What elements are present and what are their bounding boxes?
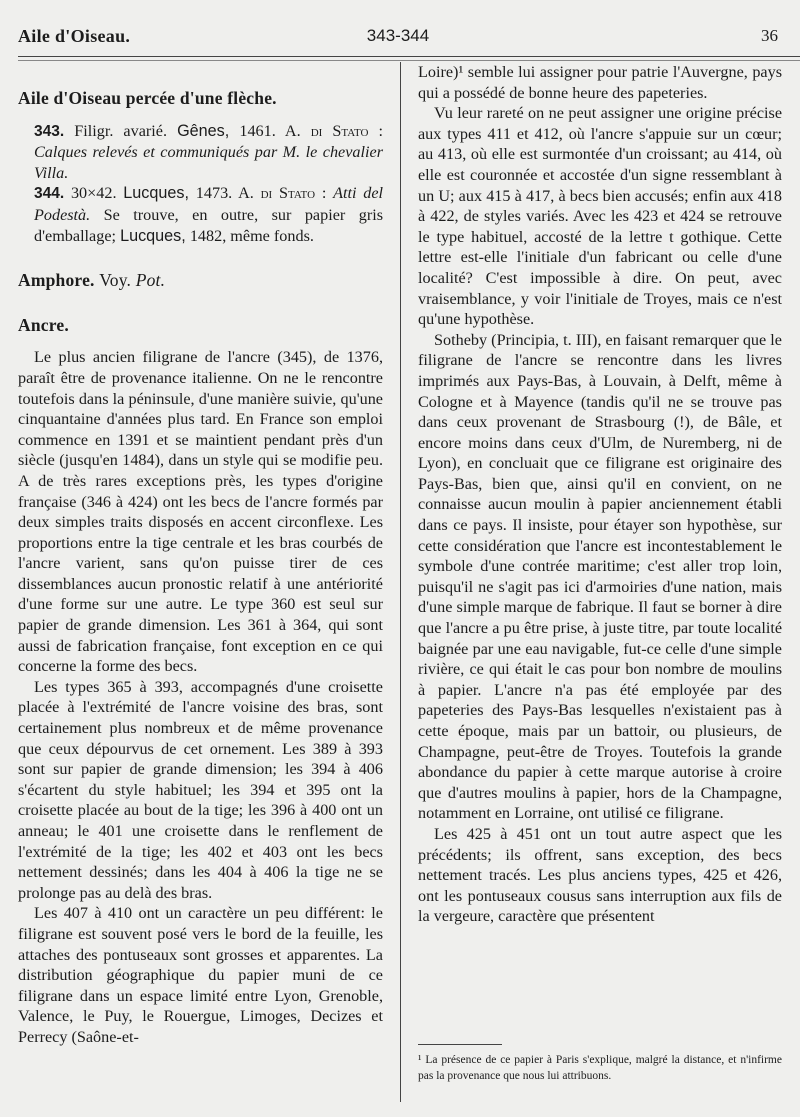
- paragraph: Vu leur rareté on ne peut assigner une origine précise aux types 411 et 412, où l'ancre s'appuie sur un cœur; au 413, où elle est surmontée d'un croissant; au 414, où elle est couronnée et accostée d'un signe ressemblant à un U; aux 415 à 417, à becs bien accusés; enfin aux 418 à 422, de styles variés. Avec les 423 et 424 se retrouve le type habituel, accosté de la lettre t gothique. Cette lettre est-elle l'initiale d'un fabricant ou celle d'une localité? C'est impossible à dire. On peut, avec vraisemblance, y voir l'initiale de Troyes, mais ce n'est qu'une hypothèse.: [418, 104, 782, 329]
- cross-reference-target: Pot.: [135, 270, 166, 291]
- header-rule: [18, 56, 800, 57]
- entry-archive: di Stato: [260, 184, 316, 203]
- paragraph: Les types 365 à 393, accompagnés d'une croisette placée à l'extrémité de l'ancre voisine des bras, sont certainement plus nombreux et de même provenance que ceux dépourvus de cet ornement. Les 389 à 393 sont sur papier de grande dimension; les 394 à 406 s'écartent du style habituel; les 394 et 395 ont la croisette placée au bout de la tige; les 396 à 400 ont un anneau; le 401 une croisette dans le renflement de l'extrémité de la tige; les 402 et 403 ont les becs nettement dessinés; dans les 404 à 406 la tige ne se prolonge pas au delà des bras.: [18, 677, 383, 902]
- footnote-rule: [418, 1044, 502, 1045]
- entry-text: 1482, même fonds.: [189, 226, 314, 245]
- entry-text: Filigr. avarié.: [74, 121, 168, 140]
- entry-number: 344.: [34, 185, 65, 203]
- entry-text: :: [378, 121, 383, 140]
- entry-place: Gênes,: [177, 121, 230, 140]
- paragraph: Les 425 à 451 ont un tout autre aspect que les précédents; ils offrent, sans exception, des becs nettement tracés. Les plus anciens types, 425 et 426, ont les pontuseaux cousus sans interruption aux fils de la vergeure, caractère que présentent: [418, 824, 782, 926]
- entry-source: Atti del Podestà.: [34, 184, 384, 224]
- cross-reference: Voy.: [99, 270, 132, 291]
- entry-text: :: [321, 184, 327, 203]
- right-column: [418, 62, 782, 927]
- section-heading-ancre: Ancre.: [18, 314, 69, 335]
- entry-text: 1461. A.: [239, 121, 301, 140]
- entry-archive: di Stato: [310, 121, 369, 140]
- entry-text: 1473. A.: [195, 184, 254, 203]
- entry-place: Lucques,: [123, 184, 189, 203]
- left-column: [18, 62, 383, 1048]
- paragraph: Le plus ancien filigrane de l'ancre (345), de 1376, paraît être de provenance italienne. On ne le rencontre toutefois dans la péninsule, d'une manière suivie, qu'une cinquantaine d'années plus tard. En France son emploi commence en 1391 et se maintient pendant près d'un siècle (jusqu'en 1484), dans un style qui se modifie peu. A de très rares exceptions près, les types d'origine française (346 à 424) ont les becs de l'ancre formés par deux simples traits disposés en accent circonflexe. Les proportions entre la tige centrale et les bras courbés de l'ancre varient, sans qu'on puisse tirer de ces dissemblances aucun pronostic relatif à une antériorité d'une forme sur une autre. Le type 360 est seul sur papier de grande dimension. Les 361 à 364, qui sont aussi de fabrication française, font exception en ce qui concerne la forme des becs.: [18, 348, 383, 676]
- running-header: [18, 22, 778, 52]
- entry-text: Se trouve, en outre, sur papier gris d'emballage;: [34, 205, 384, 245]
- footnote: ¹ La présence de ce papier à Paris s'explique, malgré la distance, et n'infirme pas la provenance que nous lui attribuons.: [418, 1054, 782, 1082]
- paragraph: Sotheby (Principia, t. III), en faisant remarquer que le filigrane de l'ancre se rencontre dans les livres imprimés aux Pays-Bas, à Louvain, à Delft, même à Cologne et à Mayence (tandis qu'il ne se trouve pas dans ceux provenant de Strasbourg (!), de Bâle, et encore moins dans ceux d'Ulm, de Nuremberg, ni de Lyon), en concluait que ce filigrane est originaire des Pays-Bas, bien que, ainsi qu'il en convient, on ne connaisse aucun moulin à papier anciennement établi dans ce pays. Il insiste, pour étayer son hypothèse, sur cette considération que l'ancre est incontestablement le symbole d'une contrée maritime; c'est aller trop loin, puisqu'il ne s'agit pas ici d'armoiries d'une nation, mais d'une simple marque de fabrique. Il faut se borner à dire que l'ancre a pu être prise, à juste titre, par toute localité baignée par une eau navigable, fut-ce celle d'une simple rivière, ce qui était le cas pour bon nombre de moulins à papier. L'ancre n'a pas été employée par des papeteries des Pays-Bas lesquelles n'existaient pas à cette époque, mais par un battoir, ou plusieurs, de Champagne, peut-être de Troyes. Toutefois la grande abondance du papier à cette marque autorise à croire que d'autres moulins à papier, hors de la Champagne, notamment en Lorraine, ont utilisé ce filigrane.: [418, 330, 782, 823]
- header-entry-range: 343-344: [366, 26, 430, 45]
- entry-text: 30×42.: [70, 184, 117, 203]
- paragraph: Les 407 à 410 ont un caractère un peu différent: le filigrane est souvent posé vers le bord de la feuille, les attaches des pontuseaux sont grosses et apparentes. La distribution géographique du papier muni de ce filigrane dans un espace limité entre Lyon, Grenoble, Valence, le Puy, le Rouergue, Limoges, Decizes et Perrecy (Saône-et-: [18, 904, 383, 1046]
- column-divider: [400, 62, 401, 1102]
- entry-number: 343.: [34, 122, 65, 140]
- catalog-entry-343: [18, 121, 383, 184]
- paragraph: Loire)¹ semble lui assigner pour patrie l'Auvergne, pays qui a possédé de bonne heure des papeteries.: [418, 63, 782, 102]
- page-number: 36: [761, 26, 778, 45]
- catalog-entry-344: [18, 183, 383, 246]
- entry-source: Calques relevés et communiqués par M. le chevalier Villa.: [34, 143, 383, 182]
- header-rule-secondary: [18, 60, 800, 61]
- section-heading-amphore: [18, 270, 383, 291]
- section-heading: Aile d'Oiseau percée d'une flèche.: [18, 88, 277, 108]
- section-title: Amphore.: [18, 270, 95, 291]
- header-title: Aile d'Oiseau.: [18, 26, 131, 46]
- entry-place: Lucques,: [120, 226, 186, 245]
